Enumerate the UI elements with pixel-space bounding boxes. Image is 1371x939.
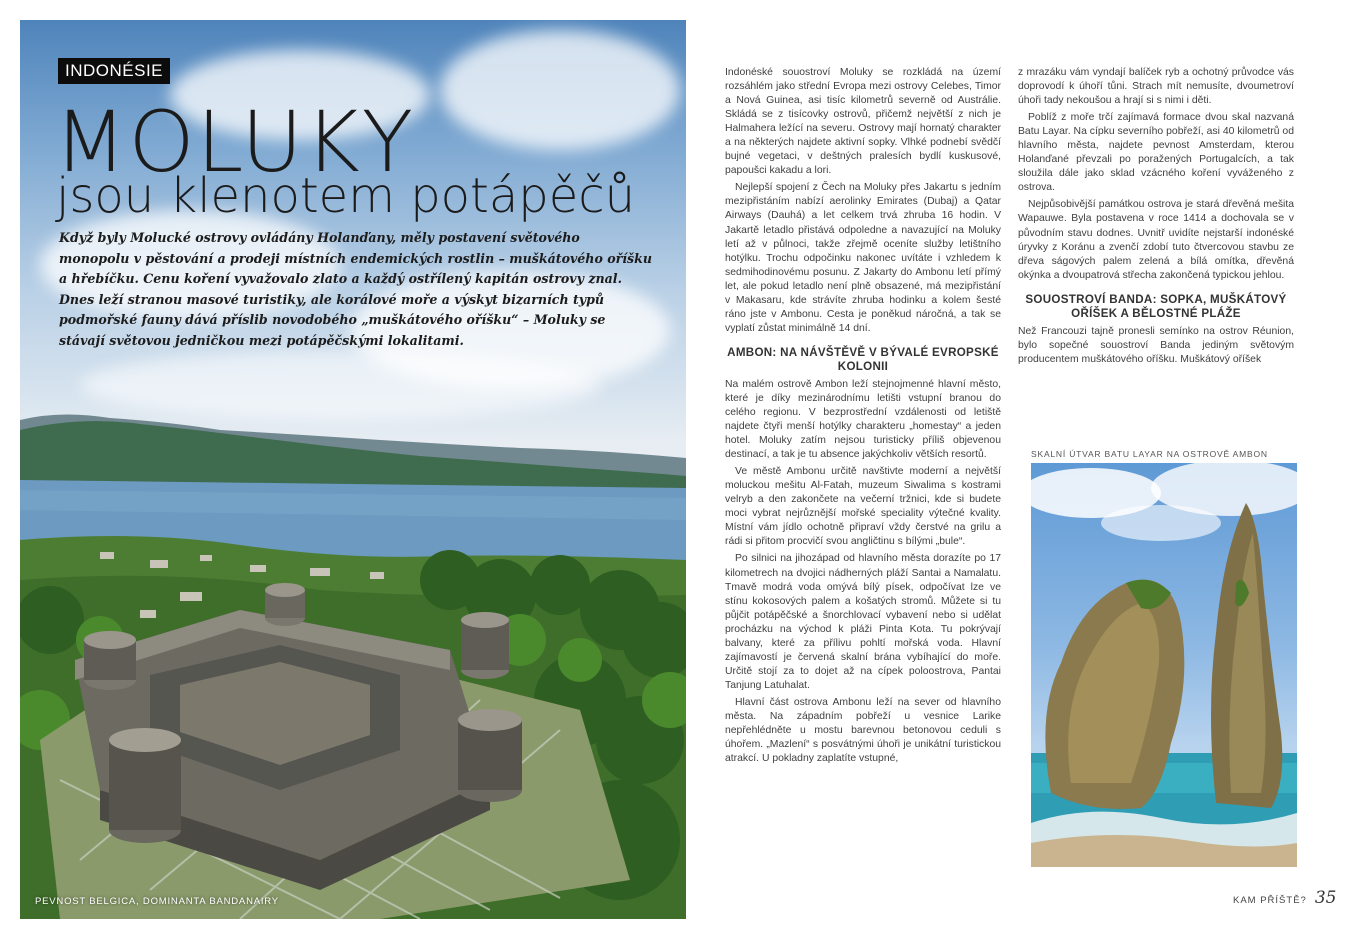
paragraph: Po silnici na jihozápad od hlavního města dorazíte po 17 kilometrech na dvojici nádherných pláží Santai a Namalatu. Tmavě modrá voda omývá bílý písek, odpočívat lze ve stínu kokosových palem a košatých stromů. Můžete si tu půjčit potápěčské a šnorchlovací vybavení nebo si udělat procházku na východ k pláži Pinta Kota. Tu pokrývají balvany, které za přílivu pohltí mořská voda. Hlavní zajímavostí je červená skalní brána vybíhající do moře. Určitě stojí za to dojet až na cípek poloostrova, Pantai Tanjung Latuhalat. — [725, 553, 1001, 691]
photo-caption: PEVNOST BELGICA, DOMINANTA BANDANAIRY — [35, 896, 279, 907]
paragraph: Hlavní část ostrova Ambonu leží na sever od hlavního města. Na západním pobřeží u vesnice Larike nepřehlédněte u mostu barevnou betonovou ceduli s úhořem. „Mazlení“ s posvátnými úhoři je unikátní turistickou atrakcí. U pokladny zaplatíte vstupné, — [725, 696, 1001, 765]
photo-caption: SKALNÍ ÚTVAR BATU LAYAR NA OSTROVĚ AMBON — [1031, 449, 1268, 459]
article-subtitle: jsou klenotem potápěčů — [56, 168, 636, 224]
paragraph: Než Francouzi tajně pronesli semínko na ostrov Réunion, bylo sopečné souostroví Banda jediným světovým producentem muškátového oříšku. Muškátový oříšek — [1018, 325, 1294, 365]
section-heading: SOUOSTROVÍ BANDA: SOPKA, MUŠKÁTOVÝ OŘÍŠEK A BĚLOSTNÉ PLÁŽE — [1025, 292, 1287, 321]
article-title: MOLUKY — [54, 93, 416, 191]
page-footer — [1233, 888, 1336, 908]
page-number: 35 — [1314, 888, 1337, 908]
section-heading: AMBON: NA NÁVŠTĚVĚ V BÝVALÉ EVROPSKÉ KOLONII — [727, 345, 999, 374]
paragraph: z mrazáku vám vyndají balíček ryb a ochotný průvodce vás doprovodí k úhoří tůni. Strach mít nemusíte, dvoumetroví úhoři tady nekoušou a hrají si s nimi i děti. — [1018, 67, 1294, 107]
section-tag: INDONÉSIE — [58, 58, 170, 84]
text-column-1 — [725, 66, 1001, 769]
magazine-name: KAM PŘÍŠTĚ? — [1233, 895, 1307, 906]
paragraph: Poblíž z moře trčí zajímavá formace dvou skal nazvaná Batu Layar. Na cípku severního pobřeží, asi 40 kilometrů od hlavního města, najdete pevnost Amsterdam, kterou Holanďané převzali po poražených Portugalcích, a tak sloužila dále jako sklad vzácného koření vyváženého z ostrova. — [1018, 112, 1294, 194]
rock-formation-photo — [1031, 463, 1297, 867]
paragraph: Nejlepší spojení z Čech na Moluky přes Jakartu s jedním mezipřistáním nabízí aerolinky Emirates (Dubaj) a Qatar Airways (Dauhá) a let celkem trvá zhruba 16 hodin. V Jakartě letadlo přistává odpoledne a navazující na Moluky letí až v půlnoci, takže zřejmě oceníte služby letištního hotýlku. Trochu odpočinku nakonec uvítáte i vzhledem k sedmihodinovému posunu. Z Jakarty do Ambonu letí přímý let, ale pokud letadlo není plně obsazené, má mezipřistání v Makasaru, kde strávíte zhruba hodinku a kolem šesté ráno jste v Ambonu. Cesta je poněkud náročná, a tak se vyplatí zůstat minimálně 14 dní. — [725, 182, 1001, 334]
batu-layar-rocks-illustration — [1031, 463, 1297, 867]
paragraph: Nejpůsobivější památkou ostrova je stará dřevěná mešita Wapauwe. Byla postavena v roce 1414 a dochovala se v původním stavu dodnes. Uvnitř uvidíte nejstarší indonéské úryvky z Koránu a zvenčí zdobí tuto čtvercovou stavbu ze dřeva ságových palem zelená a bílá omítka, dřevěná okýnka a dvoupatrová střecha zakončená typickou jehlou. — [1018, 199, 1294, 281]
paragraph: Indonéské souostroví Moluky se rozkládá na území rozsáhlém jako střední Evropa mezi ostrovy Celebes, Timor a Nová Guinea, asi tisíc kilometrů severně od Austrálie. Skládá se z tisícovky ostrovů, přičemž největší z nich je Halmahera ležící na severu. Ostrovy mají hornatý charakter a na některých najdete aktivní sopky. Vlhké podnebí svědčí bujné vegetaci, v deštných pralesích bydlí kuskusové, papoušci kakadu a lori. — [725, 67, 1001, 177]
hero-photo — [20, 20, 686, 919]
paragraph: Ve městě Ambonu určitě navštivte moderní a největší moluckou mešitu Al-Fatah, muzeum Siwalima s kostrami velryb a den zakončete na večerní tržnici, kde si budete moci vybrat nejrůznější mořské speciality výtečné kvality. Místní vám jídlo ochotně připraví vždy čerstvé na grilu a rádi si přitom procvičí svou angličtinu s bílými „bule“. — [725, 466, 1001, 548]
article-lead: Když byly Molucké ostrovy ovládány Holanďany, měly postavení světového monopolu v pěstování a prodeji místních endemických rostlin – muškátového oříšku a hřebíčku. Cenu koření vyvažovalo zlato a každý ostřílený kapitán ostrovy znal. Dnes leží stranou masové turistiky, ale korálové moře a výskyt bizarních typů podmořské fauny dává příslib novodobého „muškátového oříšku“ – Moluky se stávají světovou jedničkou mezi potápěčskými lokalitami. — [59, 230, 653, 348]
paragraph: Na malém ostrově Ambon leží stejnojmenné hlavní město, které je díky mezinárodnímu letišti vstupní branou do celého regionu. V bezprostřední vzdálenosti od letiště najdete čtyři menší hotýlky charakteru „homestay“ a jeden hotel. Moluky zatím nejsou turisticky příliš objevenou destinací, a tak je tu absence jakýchkoliv větších resortů. — [725, 378, 1001, 461]
text-column-2 — [1018, 66, 1294, 370]
